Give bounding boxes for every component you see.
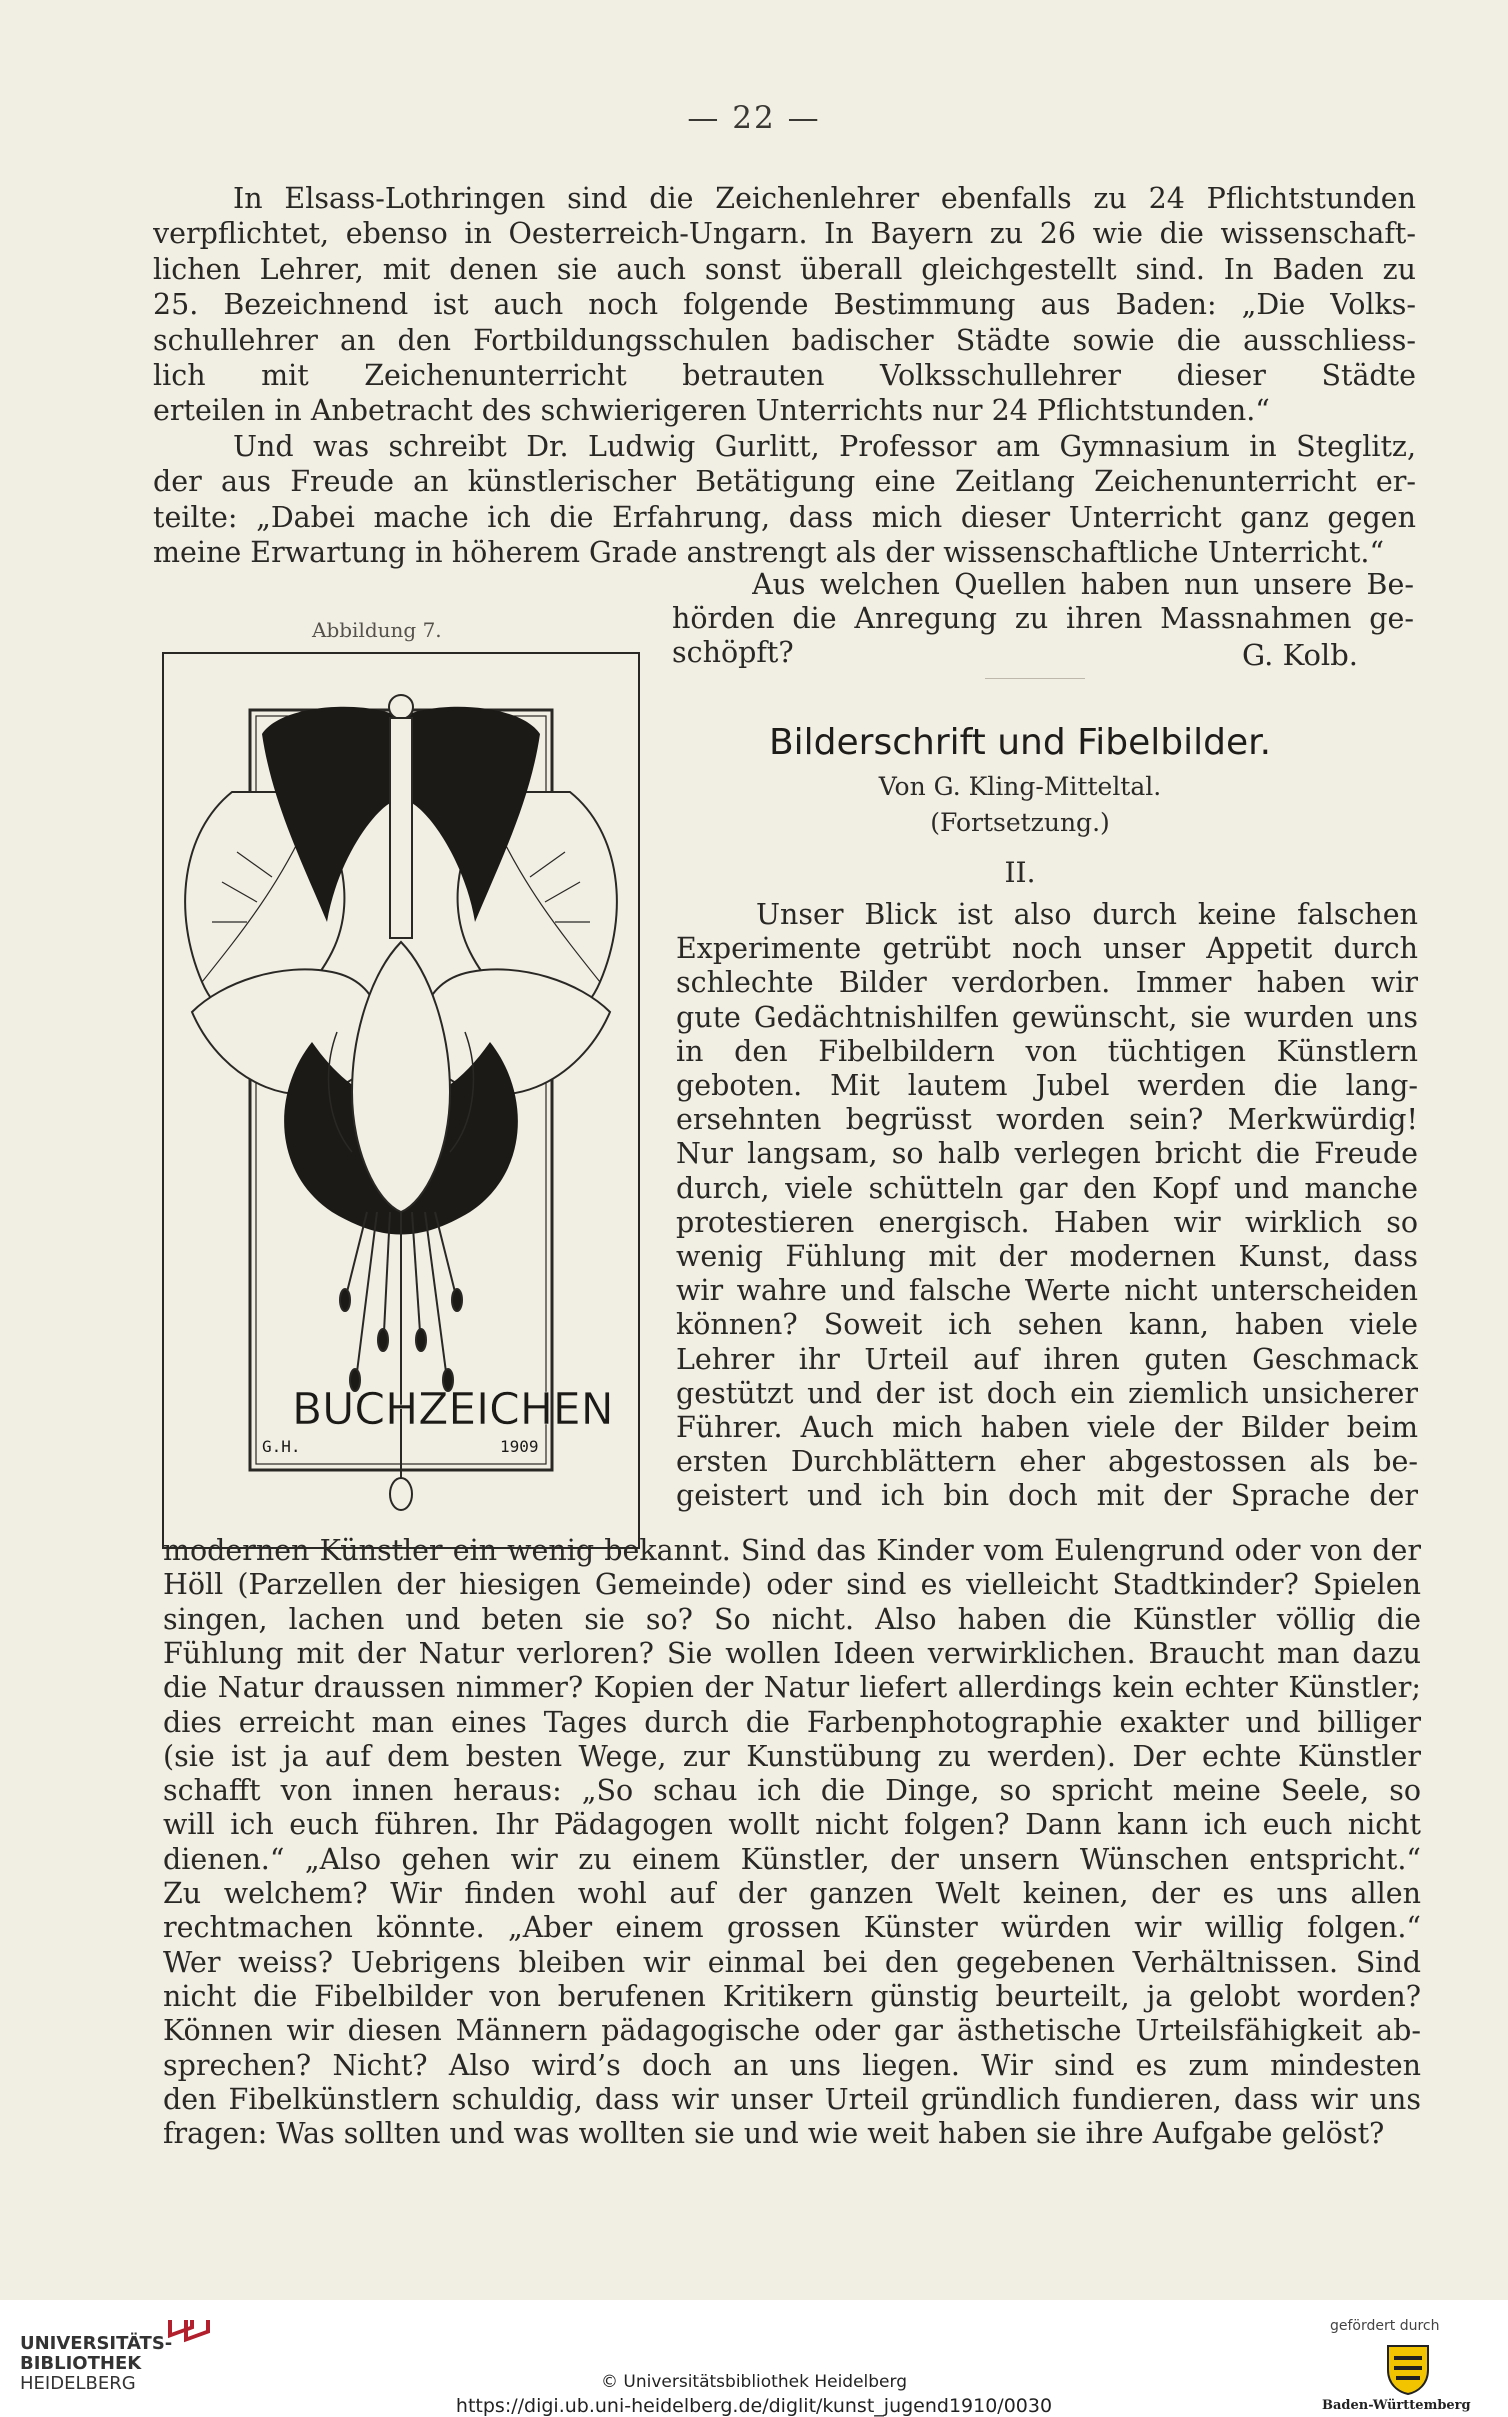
bookmark-illustration: [162, 652, 640, 1549]
text-line: Aus welchen Quellen haben nun unsere Be-: [752, 568, 1414, 601]
section-numeral: II.: [1004, 856, 1036, 889]
text-line: Können wir diesen Männern pädagogische oder gar ästhetische Urteilsfähigkeit ab-: [163, 2014, 1421, 2048]
text-line: Und was schreibt Dr. Ludwig Gurlitt, Professor am Gymnasium in Steglitz,: [233, 429, 1416, 463]
text-line: in den Fibelbildern von tüchtigen Künstlern: [676, 1034, 1418, 1068]
state-name: Baden-Württemberg: [1322, 2398, 1471, 2413]
text-line: Nur langsam, so halb verlegen bricht die Freude: [676, 1137, 1418, 1171]
text-line: rechtmachen könnte. „Aber einem grossen Künster würden wir willig folgen.“: [163, 1911, 1421, 1945]
text-line: durch, viele schütteln gar den Kopf und manche: [676, 1171, 1418, 1205]
text-line: schullehrer an den Fortbildungsschulen badischer Städte sowie die ausschliess-: [153, 323, 1416, 357]
text-line: schlechte Bilder verdorben. Immer haben wir: [676, 966, 1418, 1000]
text-line: Experimente getrübt noch unser Appetit durch: [676, 932, 1418, 966]
text-line: teilte: „Dabei mache ich die Erfahrung, dass mich dieser Unterricht ganz gegen: [153, 500, 1416, 534]
text-line: können? Soweit ich sehen kann, haben viele: [676, 1308, 1418, 1342]
text-line: lich mit Zeichenunterricht betrauten Volksschullehrer dieser Städte: [153, 359, 1416, 392]
text-line: die Natur draussen nimmer? Kopien der Natur liefert allerdings kein echter Künstler;: [163, 1671, 1421, 1705]
article-byline: Von G. Kling-Mitteltal.: [878, 772, 1162, 801]
bookmark-year: 1909: [500, 1437, 539, 1456]
text-line: Zu welchem? Wir finden wohl auf der ganzen Welt keinen, der es uns allen: [163, 1877, 1421, 1910]
library-line-3: HEIDELBERG: [20, 2373, 136, 2394]
text-line: wenig Fühlung mit der modernen Kunst, dass: [676, 1240, 1418, 1273]
text-line: meine Erwartung in höherem Grade anstrengt als der wissenschaftliche Unterricht.“: [153, 536, 1385, 569]
library-line-2: BIBLIOTHEK: [20, 2353, 142, 2374]
text-line: hörden die Anregung zu ihren Massnahmen ge-: [672, 602, 1414, 635]
text-line: sprechen? Nicht? Also wird’s doch an uns liegen. Wir sind es zum mindesten: [163, 2048, 1421, 2082]
text-line: nicht die Fibelbilder von berufenen Kritikern günstig beurteilt, ja gelobt worden?: [163, 1979, 1421, 2013]
text-line: protestieren energisch. Haben wir wirklich so: [676, 1205, 1418, 1239]
text-line: modernen Künstler ein wenig bekannt. Sind das Kinder vom Eulengrund oder von der: [163, 1534, 1421, 1567]
page-number: — 22 —: [687, 100, 821, 136]
separator-rule: [985, 678, 1085, 679]
text-line: geistert und ich bin doch mit der Sprache der: [676, 1479, 1418, 1513]
text-line: schafft von innen heraus: „So schau ich die Dinge, so spricht meine Seele, so: [163, 1774, 1421, 1808]
text-line: dies erreicht man eines Tages durch die Farbenphotographie exakter und billiger: [163, 1705, 1421, 1739]
bookmark-initials: G.H.: [262, 1437, 301, 1456]
copyright-notice: © Universitätsbibliothek Heidelberg: [600, 2372, 907, 2392]
text-line: fragen: Was sollten und was wollten sie und wie weit haben sie ihre Aufgabe gelöst?: [163, 2117, 1385, 2151]
text-line: ersehnten begrüsst worden sein? Merkwürdig!: [676, 1103, 1418, 1137]
state-crest-icon: [1378, 2340, 1438, 2396]
text-line: schöpft?: [672, 636, 794, 669]
text-line: Führer. Auch mich haben viele der Bilder beim: [676, 1411, 1418, 1444]
article-title: Bilderschrift und Fibelbilder.: [768, 722, 1272, 763]
text-line: dienen.“ „Also gehen wir zu einem Künstler, der unsern Wünschen entspricht.“: [163, 1842, 1421, 1876]
figure-caption: Abbildung 7.: [312, 618, 442, 642]
text-line: singen, lachen und beten sie so? So nicht. Also haben die Künstler völlig die: [163, 1602, 1421, 1636]
text-line: wir wahre und falsche Werte nicht unterscheiden: [676, 1274, 1418, 1308]
text-line: erteilen in Anbetracht des schwierigeren Unterrichts nur 24 Pflichtstunden.“: [153, 394, 1270, 428]
text-line: will ich euch führen. Ihr Pädagogen wollt nicht folgen? Dann kann ich euch nicht: [163, 1808, 1421, 1842]
text-line: der aus Freude an künstlerischer Betätigung eine Zeitlang Zeichenunterricht er-: [153, 465, 1416, 499]
text-line: (sie ist ja auf dem besten Wege, zur Kunstübung zu werden). Der echte Künstler: [163, 1739, 1421, 1773]
text-line: Höll (Parzellen der hiesigen Gemeinde) oder sind es vielleicht Stadtkinder? Spielen: [163, 1568, 1421, 1602]
text-line: Unser Blick ist also durch keine falschen: [756, 898, 1418, 931]
text-line: Fühlung mit der Natur verloren? Sie wollen Ideen verwirklichen. Braucht man dazu: [163, 1636, 1421, 1670]
text-line: gestützt und der ist doch ein ziemlich unsicherer: [676, 1376, 1418, 1410]
text-line: lichen Lehrer, mit denen sie auch sonst überall gleichgestellt sind. In Baden zu: [153, 252, 1416, 286]
text-line: geboten. Mit lautem Jubel werden die lang-: [676, 1069, 1418, 1102]
text-line: Wer weiss? Uebrigens bleiben wir einmal bei den gegebenen Verhältnissen. Sind: [163, 1945, 1421, 1979]
bookmark-word: BUCHZEICHEN: [292, 1384, 614, 1435]
text-line: den Fibelkünstlern schuldig, dass wir unser Urteil gründlich fundieren, dass wir uns: [163, 2082, 1421, 2116]
funded-by-label: gefördert durch: [1330, 2318, 1440, 2334]
library-line-1: UNIVERSITÄTS-: [20, 2333, 173, 2354]
text-line: gute Gedächtnishilfen gewünscht, sie wurden uns: [676, 1000, 1418, 1034]
text-line: ersten Durchblättern eher abgestossen als be-: [676, 1445, 1418, 1479]
article-continuation: (Fortsetzung.): [930, 808, 1110, 837]
text-line: 25. Bezeichnend ist auch noch folgende Bestimmung aus Baden: „Die Volks-: [153, 288, 1416, 322]
text-line: In Elsass-Lothringen sind die Zeichenlehrer ebenfalls zu 24 Pflichtstunden: [233, 182, 1416, 215]
author-signature: G. Kolb.: [1242, 638, 1358, 672]
source-url[interactable]: https://digi.ub.uni-heidelberg.de/diglit/kunst_jugend1910/0030: [455, 2395, 1053, 2417]
text-line: Lehrer ihr Urteil auf ihren guten Geschmack: [676, 1342, 1418, 1376]
text-line: verpflichtet, ebenso in Oesterreich-Ungarn. In Bayern zu 26 wie die wissenschaft-: [153, 217, 1416, 251]
